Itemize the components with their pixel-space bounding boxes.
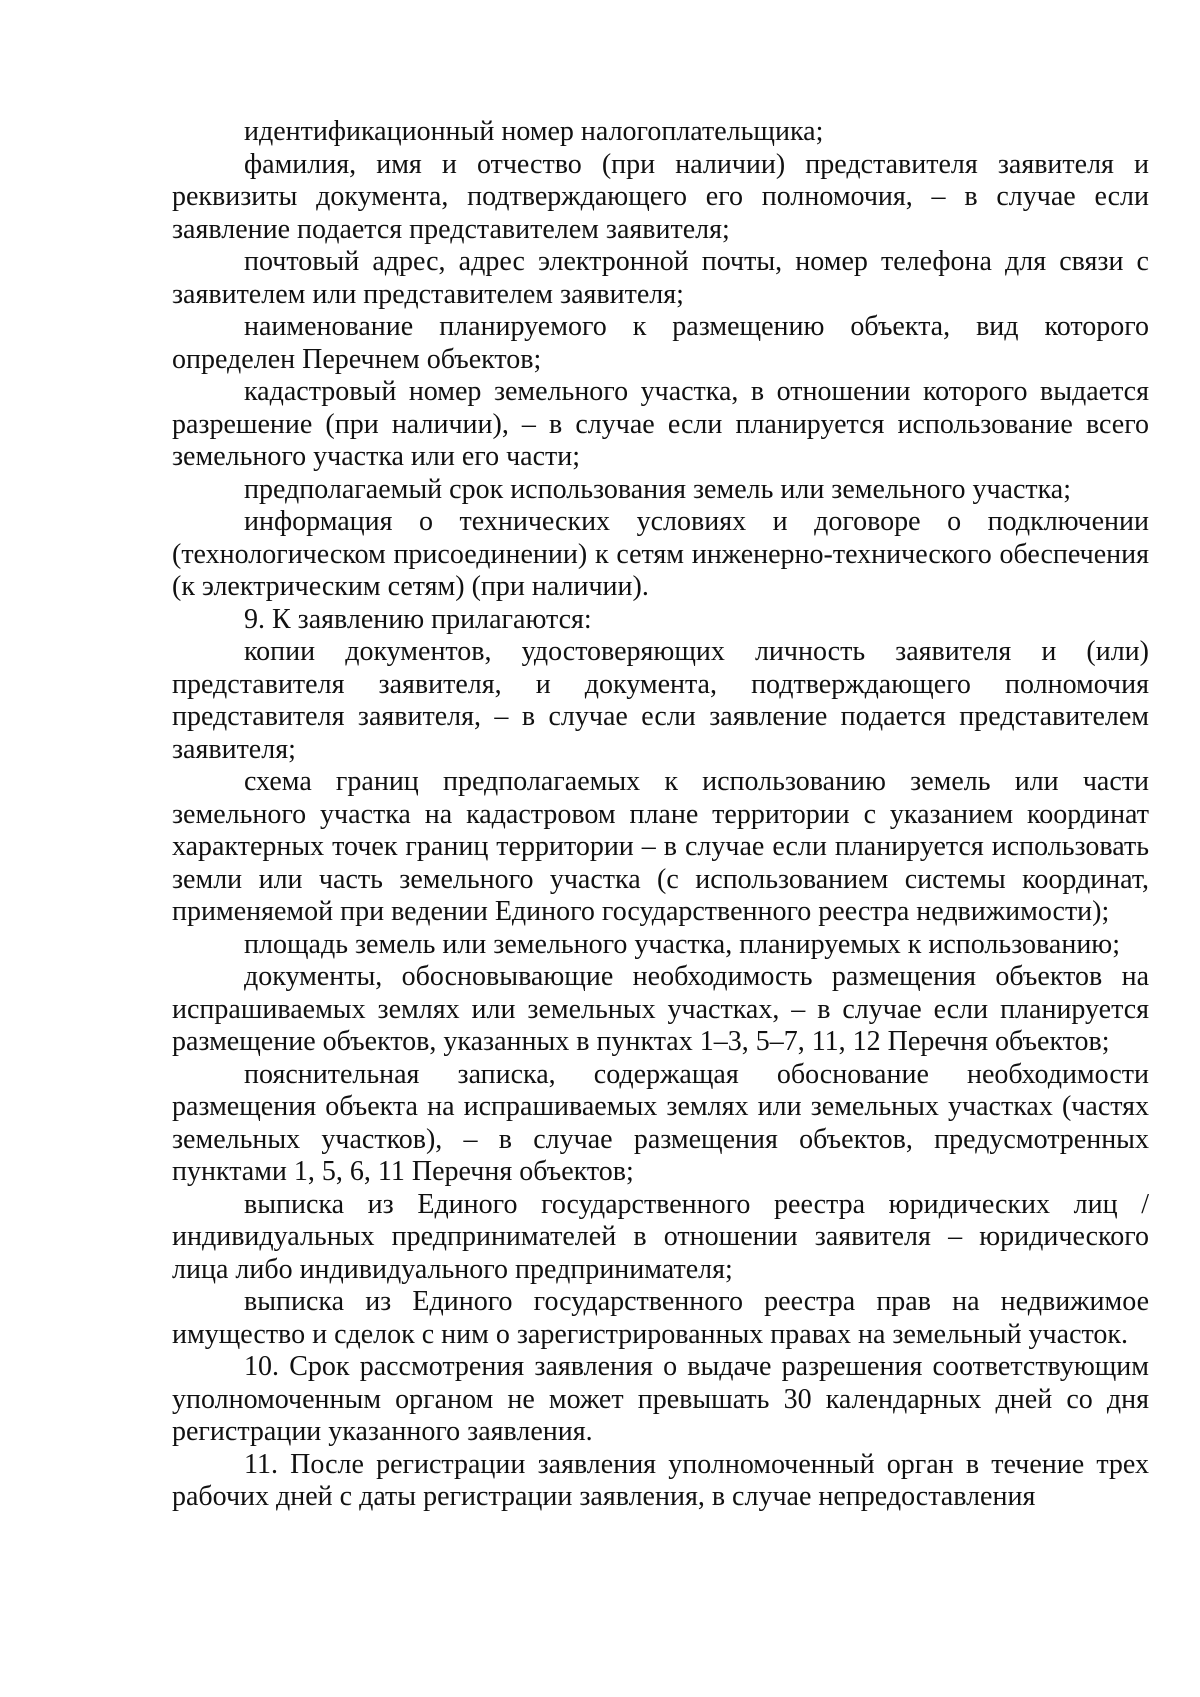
paragraph-boundary-scheme: схема границ предполагаемых к использованию земель или части земельного участка на кадастровом плане территории с указанием координат характерных точек границ территории – в случае если планируется использовать земли или часть земельного участка (с использованием системы координат, применяемой при ведении Единого государственного реестра недвижимости); (172, 766, 1149, 927)
paragraph-land-area: площадь земель или земельного участка, планируемых к использованию; (244, 928, 1120, 960)
paragraph-item-9-heading: 9. К заявлению прилагаются: (244, 603, 592, 635)
paragraph-cadastral-number: кадастровый номер земельного участка, в отношении которого выдается разрешение (при наличии), – в случае если планируется использование всего земельного участка или его части; (172, 376, 1149, 472)
paragraph-contact-address: почтовый адрес, адрес электронной почты, номер телефона для связи с заявителем или представителем заявителя; (172, 246, 1149, 310)
paragraph-usage-term: предполагаемый срок использования земель или земельного участка; (244, 473, 1072, 505)
paragraph-inn: идентификационный номер налогоплательщика; (244, 116, 824, 147)
paragraph-property-rights-extract: выписка из Единого государственного реестра прав на недвижимое имущество и сделок с ним о зарегистрированных правах на земельный участок. (172, 1286, 1149, 1350)
paragraph-item-10: 10. Срок рассмотрения заявления о выдаче разрешения соответствующим уполномоченным органом не может превышать 30 календарных дней со дня регистрации указанного заявления. (172, 1351, 1149, 1447)
paragraph-explanatory-note: пояснительная записка, содержащая обоснование необходимости размещения объекта на испрашиваемых землях или земельных участках (частях земельных участков), – в случае размещения объектов, предусмотренных пунктами 1, 5, 6, 11 Перечня объектов; (172, 1058, 1149, 1187)
paragraph-representative-name: фамилия, имя и отчество (при наличии) представителя заявителя и реквизиты документа, подтверждающего его полномочия, – в случае если заявление подается представителем заявителя; (172, 148, 1149, 245)
document-body (172, 116, 1149, 1514)
paragraph-object-name: наименование планируемого к размещению объекта, вид которого определен Перечнем объектов; (172, 311, 1149, 375)
paragraph-legal-entities-extract: выписка из Единого государственного реестра юридических лиц / индивидуальных предпринимателей в отношении заявителя – юридического лица либо индивидуального предпринимателя; (172, 1188, 1149, 1285)
paragraph-justification-documents: документы, обосновывающие необходимость размещения объектов на испрашиваемых землях или земельных участках, – в случае если планируется размещение объектов, указанных в пунктах 1–3, 5–7, 11, 12 Перечня объектов; (172, 961, 1149, 1057)
paragraph-item-11: 11. После регистрации заявления уполномоченный орган в течение трех рабочих дней с даты регистрации заявления, в случае непредоставления (172, 1448, 1149, 1512)
paragraph-identity-documents: копии документов, удостоверяющих личность заявителя и (или) представителя заявителя, и документа, подтверждающего полномочия представителя заявителя, – в случае если заявление подается представителем заявителя; (172, 636, 1149, 765)
paragraph-technical-conditions: информация о технических условиях и договоре о подключении (технологическом присоединении) к сетям инженерно-технического обеспечения (к электрическим сетям) (при наличии). (172, 506, 1149, 602)
